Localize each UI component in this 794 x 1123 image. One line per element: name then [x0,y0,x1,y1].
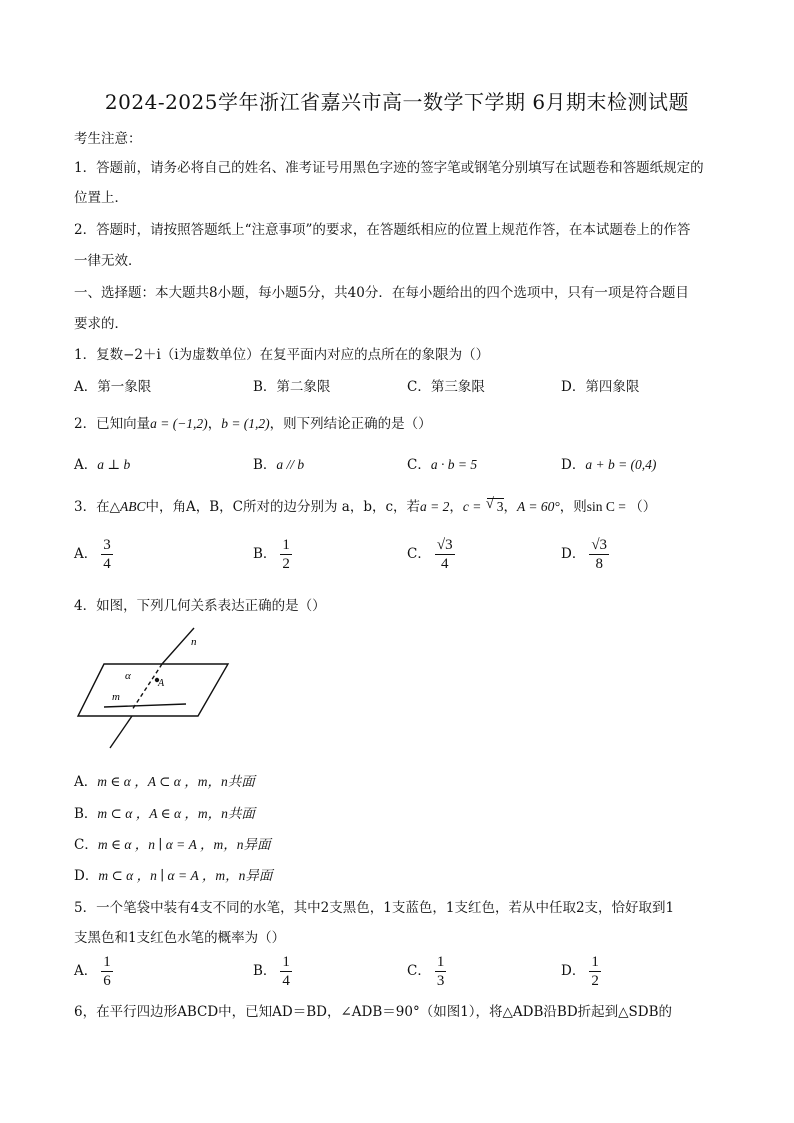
label-m: m [112,691,120,703]
question-5-stem: 5．一个笔袋中装有4支不同的水笔，其中2支黑色，1支蓝色，1支红色，若从中任取2支，恰好取到1 [74,900,675,916]
q5-option-b: B． $\frac{1}{4}$ [253,954,290,989]
q4-option-a: A．m ∈ α ，A ⊂ α ，m，n共面 [74,774,255,790]
q2-option-a: A．a ⊥ b [74,457,131,473]
question-5-stem-cont: 支黑色和1支红色水笔的概率为（） [74,930,286,946]
question-1-stem: 1．复数−2＋i（i为虚数单位）在复平面内对应的点所在的象限为（） [74,347,490,363]
question-6-stem: 6，在平行四边形ABCD中，已知AD＝BD，∠ADB＝90°（如图1），将△ADB沿BD折起到△SDB的 [74,1004,673,1020]
q4-option-c: C．m ∈ α ，n ∣ α = A ，m，n异面 [74,837,271,853]
q4-option-b: B．m ⊂ α ，A ∈ α ，m，n共面 [74,806,255,822]
q5-option-a: A． $\frac{1}{6}$ [74,954,111,989]
section-heading: 一、选择题：本大题共8小题，每小题5分，共40分．在每小题给出的四个选项中，只有一项是符合题目 [74,285,689,301]
label-n: n [191,636,197,648]
q1-option-c: C．第三象限 [407,379,485,395]
q2-prefix: 2．已知向量 [74,416,151,432]
notice-item-1-cont: 位置上． [74,190,128,206]
notice-item-1: 1．答题前，请务必将自己的姓名、准考证号用黑色字迹的签字笔或钢笔分别填写在试题卷和答题纸规定的 [74,160,704,176]
q2-suffix: ，则下列结论正确的是（） [269,416,432,432]
q3-option-c: C． $\frac{√3}{4}$ [407,537,453,572]
q5-option-d: D． $\frac{1}{2}$ [561,954,599,989]
notice-heading: 考生注意： [74,131,142,147]
q3-option-a: A． $\frac{3}{4}$ [74,537,111,572]
label-alpha: α [125,670,131,682]
q2-option-c: C．a · b = 5 [407,457,478,473]
question-2-stem [74,412,432,432]
q2-vector-b: b = (1,2) [221,416,270,431]
section-heading-cont: 要求的． [74,316,128,332]
q2-option-b: B．a // b [253,457,305,473]
plane-line-figure [74,622,239,752]
q3-sqrt: √ 3 [487,498,504,514]
question-3-stem: 3．在△ABC中，角A，B，C所对的边分别为 a，b，c，若a = 2，c = √ 3，A = 60°，则sin C = （） [74,495,656,515]
label-a: A [158,678,165,689]
notice-item-2: 2．答题时，请按照答题纸上“注意事项”的要求，在答题纸相应的位置上规范作答，在本试题卷上的作答 [74,222,691,238]
q3-option-b: B． $\frac{1}{2}$ [253,537,290,572]
q1-option-a: A．第一象限 [74,379,152,395]
q2-option-d: D．a + b = (0,4) [561,457,657,473]
notice-item-2-cont: 一律无效． [74,253,142,269]
question-4-stem: 4．如图，下列几何关系表达正确的是（） [74,598,326,614]
q1-option-d: D．第四象限 [561,379,640,395]
plane-alpha-shape [78,664,228,716]
q1-option-b: B．第二象限 [253,379,331,395]
q2-vector-a: a = (−1,2) [150,416,208,431]
line-m [104,704,186,707]
line-n-lower [110,716,132,748]
q4-option-d: D．m ⊂ α ，n ∣ α = A ，m，n异面 [74,868,273,884]
q3-option-d: D． $\frac{√3}{8}$ [561,537,608,572]
q2-sep: ， [207,416,222,432]
exam-title: 2024-2025学年浙江省嘉兴市高一数学下学期 6月期末检测试题 [104,90,690,114]
q5-option-c: C． $\frac{1}{3}$ [407,954,445,989]
line-n-upper [162,628,194,664]
